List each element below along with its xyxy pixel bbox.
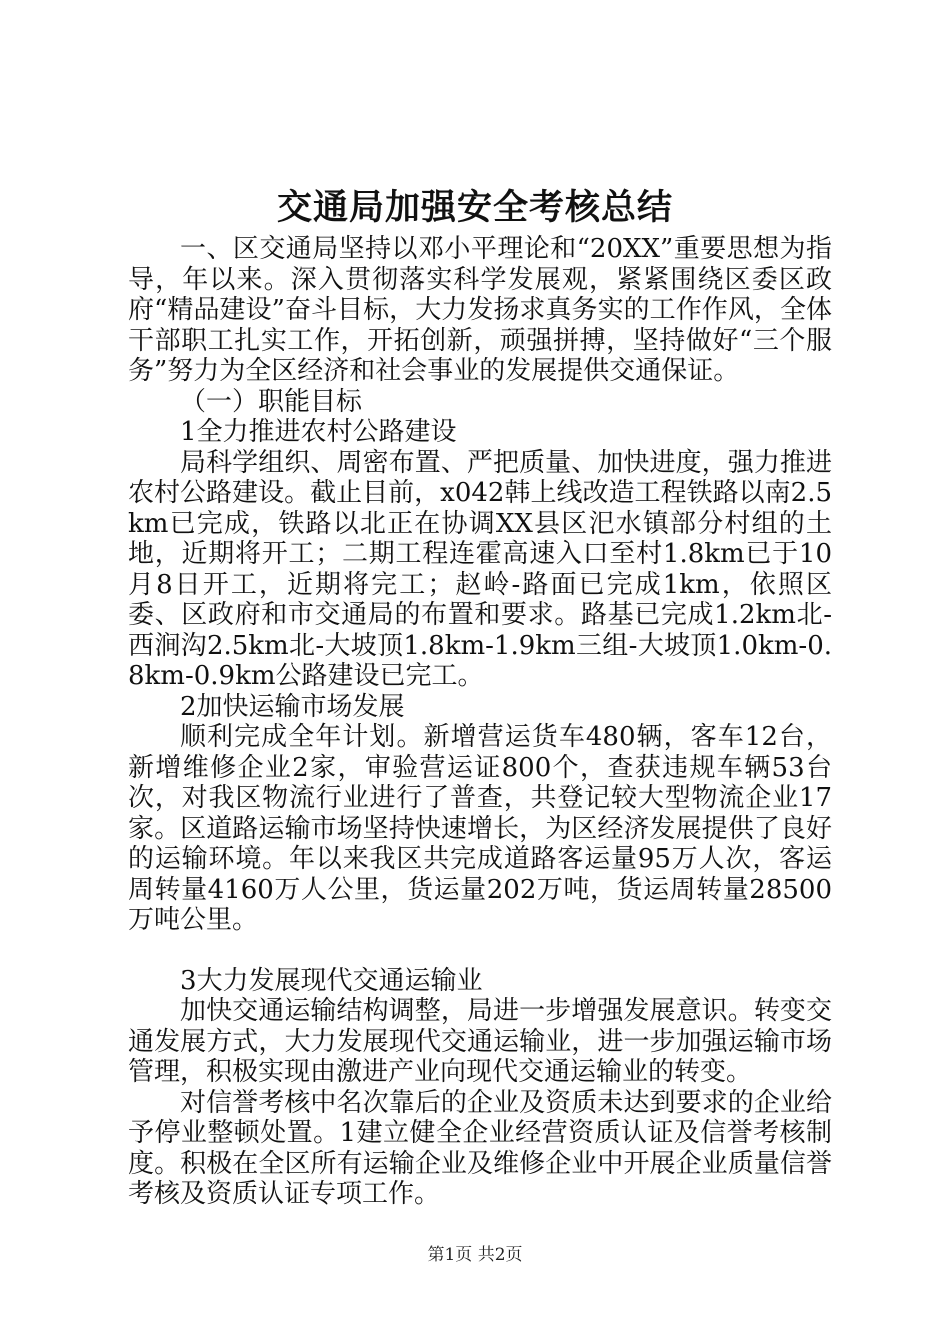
document-body — [128, 234, 832, 1210]
blank-line — [128, 936, 832, 966]
section-heading-function-goals: （一）职能目标 — [180, 386, 363, 417]
paragraph-rural-roads: 局科学组织、周密布置、严把质量、加快进度，强力推进农村公路建设。截止目前，x042韩上线改造工程铁路以南2.5km已完成，铁路以北正在协调XX县区汜水镇部分村组的土地，近期将开工；二期工程连霍高速入口至村1.8km已于10月8日开工，近期将完工；赵岭-路面已完成1km，依照区委、区政府和市交通局的布置和要求。路基已完成1.2km北-西涧沟2.5km北-大坡顶1.8km-1.9km三组-大坡顶1.0km-0.8km-0.9km公路建设已完工。 — [128, 447, 832, 691]
subheading-transport-market: 2加快运输市场发展 — [180, 691, 405, 722]
subheading-modern-transport: 3大力发展现代交通运输业 — [180, 965, 483, 996]
paragraph-credit-assessment: 对信誉考核中名次靠后的企业及资质未达到要求的企业给予停业整顿处置。1建立健全企业经营资质认证及信誉考核制度。积极在全区所有运输企业及维修企业中开展企业质量信誉考核及资质认证专项工作。 — [128, 1087, 832, 1209]
page-footer: 第1页 共2页 — [427, 1245, 523, 1265]
paragraph-modern-transport: 加快交通运输结构调整，局进一步增强发展意识。转变交通发展方式，大力发展现代交通运输业，进一步加强运输市场管理，积极实现由激进产业向现代交通运输业的转变。 — [128, 996, 832, 1087]
document-title: 交通局加强安全考核总结 — [276, 187, 673, 228]
paragraph-transport-market: 顺利完成全年计划。新增营运货车480辆，客车12台，新增维修企业2家，审验营运证800个，查获违规车辆53台次，对我区物流行业进行了普查，共登记较大型物流企业17家。区道路运输市场坚持快速增长，为区经济发展提供了良好的运输环境。年以来我区共完成道路客运量95万人次，客运周转量4160万人公里，货运量202万吨，货运周转量28500万吨公里。 — [128, 722, 832, 935]
subheading-rural-roads: 1全力推进农村公路建设 — [180, 417, 457, 447]
paragraph-intro: 一、区交通局坚持以邓小平理论和“20XX”重要思想为指导，年以来。深入贯彻落实科学发展观，紧紧围绕区委区政府“精品建设”奋斗目标，大力发扬求真务实的工作作风，全体干部职工扎实工作，开拓创新，顽强拼搏，坚持做好“三个服务”努力为全区经济和社会事业的发展提供交通保证。 — [128, 234, 832, 386]
